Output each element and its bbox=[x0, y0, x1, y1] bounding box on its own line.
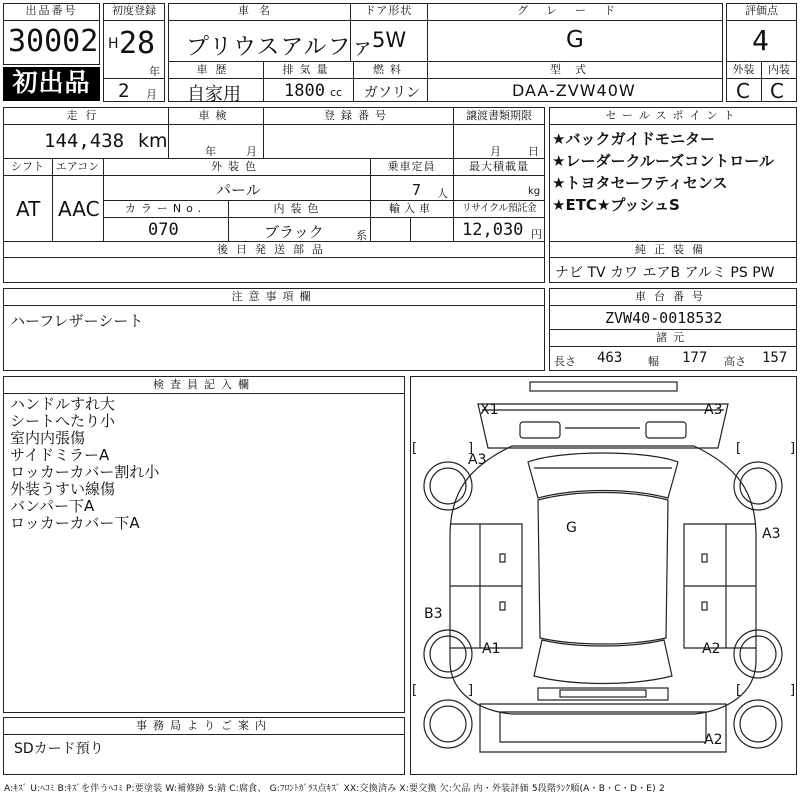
door-label: ドア形状 bbox=[364, 4, 413, 17]
model-label: 型式 bbox=[550, 63, 600, 76]
exterior-label: 外装 bbox=[732, 63, 755, 76]
inspector-note: サイドミラーA bbox=[10, 446, 110, 464]
bracket-mark: [ bbox=[736, 441, 742, 456]
height-value: 157 bbox=[762, 350, 788, 366]
reg-month-unit: 月 bbox=[146, 88, 157, 101]
mileage-value: 144,438 bbox=[44, 130, 125, 152]
ac-value: AAC bbox=[58, 197, 100, 221]
exterior-grade: C bbox=[736, 79, 750, 103]
footer-legend: A:ｷｽﾞ U:ﾍｺﾐ B:ｷｽﾞを伴うﾍｺﾐ P:要塗装 W:補修跡 S:錆 C:腐食、 G:ﾌﾛﾝﾄｶﾞﾗｽ点ｷｽﾞ XX:交換済み X:要交換 欠:欠品 内・外装評価 5段階ﾗﾝｸ順(A・B・C・D・E) 2 bbox=[4, 784, 665, 794]
inspection-year-unit: 年 bbox=[205, 145, 216, 158]
door-value: 5W bbox=[372, 28, 407, 52]
damage-mark-a2-mid: A2 bbox=[702, 641, 721, 657]
damage-mark-b3: B3 bbox=[424, 606, 443, 622]
fuel-value: ガソリン bbox=[364, 85, 420, 101]
reg-month: 2 bbox=[118, 80, 130, 102]
bracket-mark: ] bbox=[790, 441, 796, 456]
bracket-mark: [ bbox=[412, 683, 418, 698]
max-load-label: 最大積載量 bbox=[469, 160, 529, 173]
interior-color-value: ブラック bbox=[264, 223, 324, 241]
bracket-mark: ] bbox=[468, 441, 474, 456]
transfer-day-unit: 日 bbox=[528, 145, 539, 158]
caution-label: 注意事項欄 bbox=[231, 290, 317, 303]
displacement-label: 排気量 bbox=[282, 63, 334, 76]
bracket-mark: [ bbox=[736, 683, 742, 698]
equipment-items: ナビ TV カワ エアB アルミ PS PW bbox=[555, 265, 775, 281]
capacity-label: 乗車定員 bbox=[387, 160, 436, 173]
displacement-unit: cc bbox=[330, 86, 343, 99]
color-label: 外装色 bbox=[211, 160, 262, 173]
office-text: SDカード預り bbox=[14, 741, 104, 757]
length-label: 長さ bbox=[554, 355, 576, 368]
interior-color-suffix: 系 bbox=[356, 229, 367, 242]
mileage-label: 走行 bbox=[66, 109, 105, 122]
mileage-unit: km bbox=[138, 130, 168, 152]
recycle-value: 12,030 bbox=[462, 220, 524, 240]
grade-label: グレード bbox=[517, 4, 633, 17]
damage-mark-a3-top: A3 bbox=[704, 402, 723, 418]
width-value: 177 bbox=[682, 350, 708, 366]
first-listing-badge: 初出品 bbox=[3, 67, 100, 101]
caution-text: ハーフレザーシート bbox=[10, 312, 144, 330]
transfer-label: 譲渡書類期限 bbox=[466, 109, 532, 122]
chassis-number: ZVW40-0018532 bbox=[605, 309, 723, 327]
inspector-note: バンパー下A bbox=[10, 497, 95, 515]
later-parts-label: 後日発送部品 bbox=[217, 243, 331, 256]
damage-mark-a2-bottom: A2 bbox=[704, 732, 723, 748]
chassis-label: 車台番号 bbox=[635, 290, 711, 303]
lot-label: 出品番号 bbox=[25, 4, 78, 17]
inspection-month-unit: 月 bbox=[246, 145, 257, 158]
score-value: 4 bbox=[752, 24, 769, 57]
inspector-note: シートへたり小 bbox=[10, 412, 116, 430]
car-name-label: 車名 bbox=[238, 4, 280, 17]
bracket-mark: [ bbox=[412, 441, 418, 456]
recycle-unit: 円 bbox=[531, 228, 542, 241]
damage-mark-a3-right: A3 bbox=[762, 526, 781, 542]
sales-point-item: ★ETC★プッシュS bbox=[552, 196, 680, 214]
office-label: 事務局よりご案内 bbox=[136, 719, 272, 732]
reg-year: 28 bbox=[119, 26, 156, 61]
interior-label: 内装 bbox=[768, 63, 790, 76]
color-value: パール bbox=[216, 181, 261, 199]
max-load-unit: kg bbox=[528, 186, 541, 197]
shift-value: AT bbox=[16, 197, 41, 221]
color-no-value: 070 bbox=[148, 220, 179, 240]
sales-point-item: ★トヨタセーフティセンス bbox=[552, 174, 728, 192]
reg-label: 初度登録 bbox=[112, 4, 156, 17]
bracket-mark: ] bbox=[790, 683, 796, 698]
sales-points-list bbox=[552, 128, 796, 216]
damage-mark-a3-left: A3 bbox=[468, 452, 487, 468]
height-label: 高さ bbox=[724, 355, 746, 368]
capacity-unit: 人 bbox=[437, 187, 448, 200]
shift-label: シフト bbox=[11, 160, 44, 173]
transfer-month-unit: 月 bbox=[490, 145, 501, 158]
inspector-notes bbox=[10, 396, 400, 532]
sales-points-label: セールスポイント bbox=[605, 109, 741, 122]
damage-mark-x1: X1 bbox=[480, 402, 499, 418]
damage-mark-g: G bbox=[566, 520, 577, 536]
color-no-label: カラーNo. bbox=[124, 202, 207, 215]
model-value: DAA-ZVW40W bbox=[512, 81, 636, 100]
fuel-label: 燃料 bbox=[373, 63, 407, 76]
history-label: 車歴 bbox=[196, 63, 235, 76]
recycle-label: リサイクル預託金 bbox=[461, 203, 537, 214]
displacement-value: 1800 bbox=[284, 81, 325, 101]
interior-color-label: 内装色 bbox=[273, 202, 325, 215]
sales-point-item: ★バックガイドモニター bbox=[552, 130, 715, 148]
lot-number: 30002 bbox=[8, 24, 99, 59]
width-label: 幅 bbox=[648, 355, 659, 368]
import-label: 輸入車 bbox=[389, 202, 434, 215]
reg-number-label: 登録番号 bbox=[324, 109, 392, 122]
score-label: 評価点 bbox=[745, 4, 778, 17]
capacity-value: 7 bbox=[412, 181, 422, 199]
length-value: 463 bbox=[597, 350, 623, 366]
specs-label: 諸元 bbox=[656, 331, 690, 344]
car-name: プリウスアルファ bbox=[186, 34, 376, 60]
inspector-note: ロッカーカバー下A bbox=[10, 514, 140, 532]
damage-mark-a1: A1 bbox=[482, 641, 501, 657]
inspection-label: 車検 bbox=[198, 109, 233, 122]
interior-grade: C bbox=[770, 79, 784, 103]
inspector-note: 室内内張傷 bbox=[10, 429, 86, 447]
reg-era: H bbox=[108, 36, 119, 52]
grade-value: G bbox=[566, 27, 584, 53]
sales-point-item: ★レーダークルーズコントロール bbox=[552, 152, 774, 170]
inspector-note: ハンドルすれ大 bbox=[10, 395, 116, 413]
car-diagram bbox=[410, 376, 797, 775]
inspector-note: ロッカーカバー割れ小 bbox=[10, 463, 160, 481]
inspector-label: 検査員記入欄 bbox=[153, 378, 255, 391]
reg-year-unit: 年 bbox=[149, 65, 160, 78]
history-value: 自家用 bbox=[187, 84, 241, 105]
bracket-mark: ] bbox=[468, 683, 474, 698]
inspector-note: 外装うすい線傷 bbox=[10, 480, 116, 498]
equipment-label: 純正装備 bbox=[635, 243, 711, 256]
ac-label: エアコン bbox=[55, 160, 100, 173]
